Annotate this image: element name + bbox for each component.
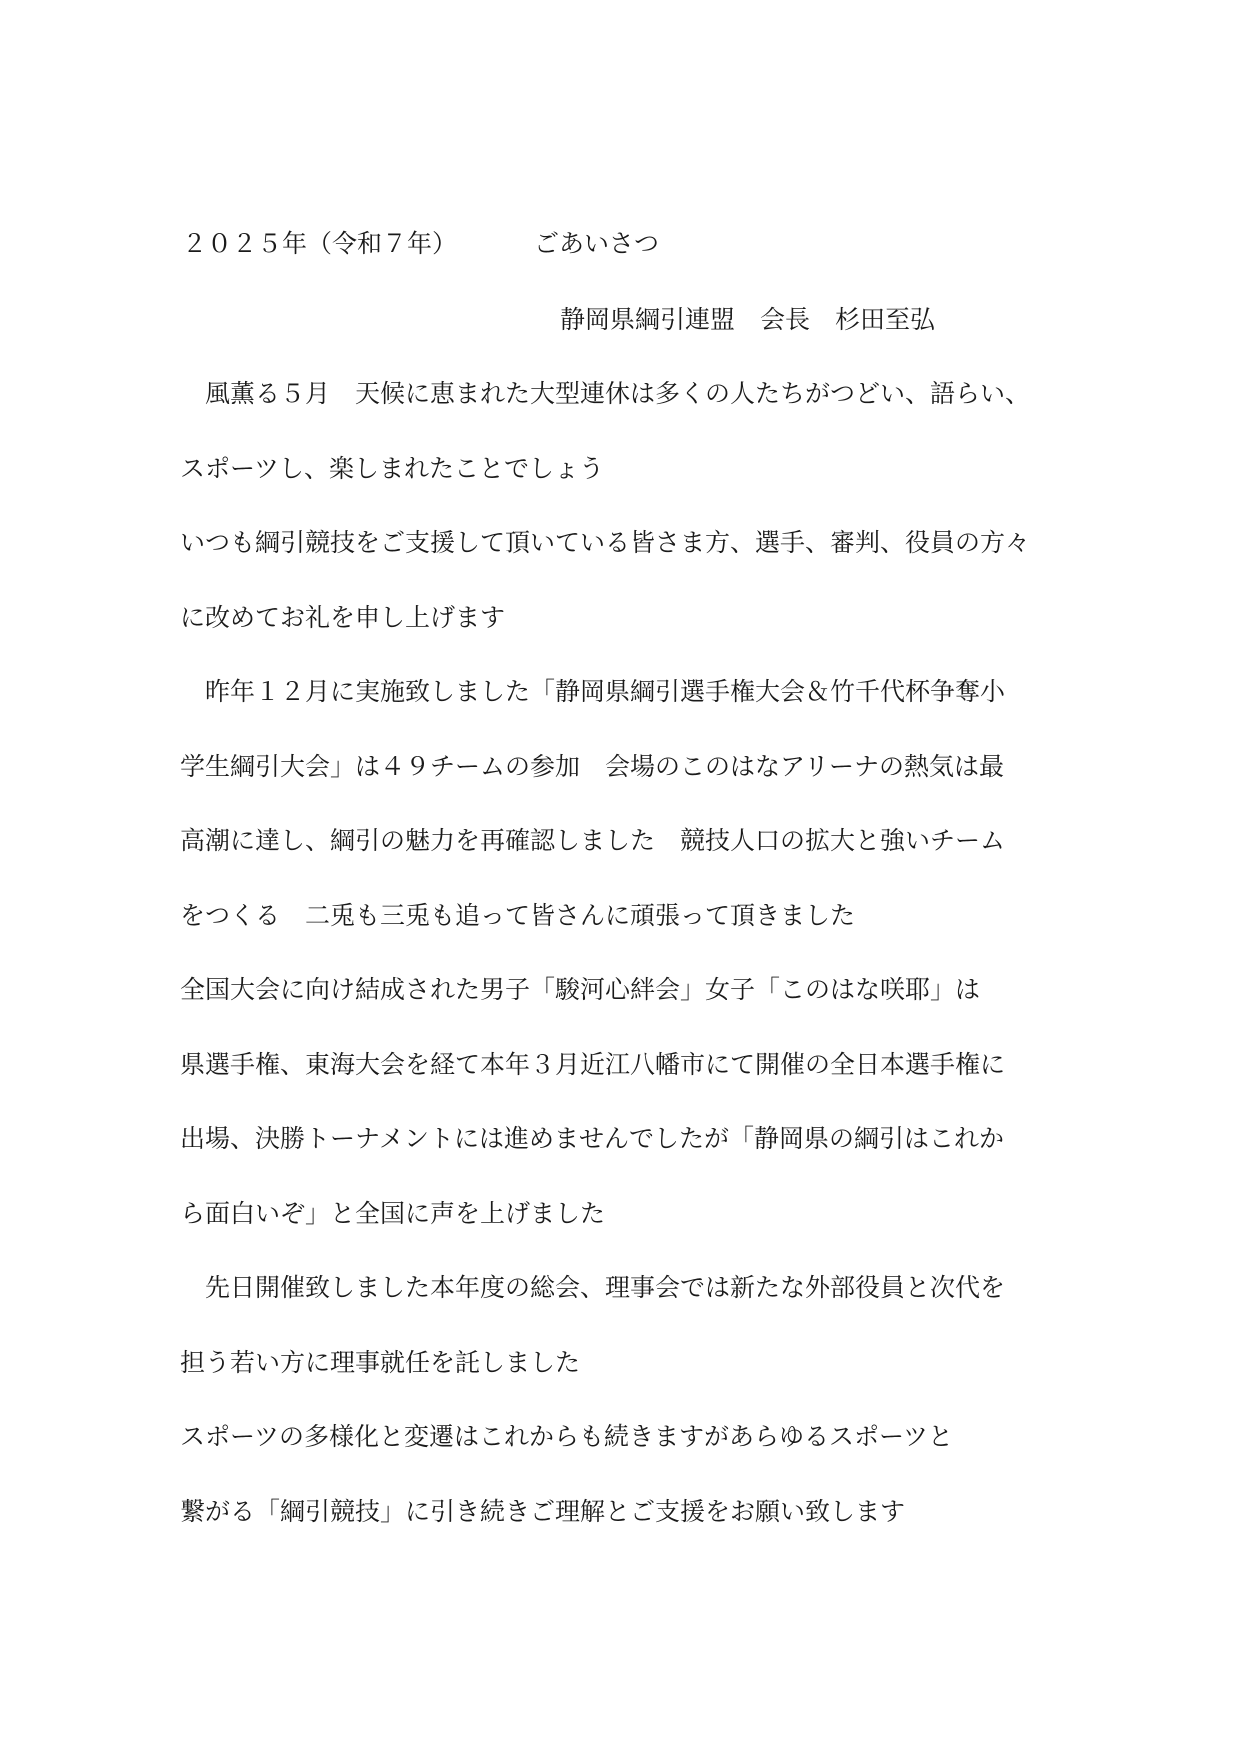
heading-row — [182, 224, 659, 264]
body-line: 県選手権、東海大会を経て本年３月近江八幡市にて開催の全日本選手権に — [180, 1049, 1006, 1079]
body-line: いつも綱引競技をご支援して頂いている皆さま方、選手、審判、役員の方々 — [180, 528, 1031, 557]
body-line: 先日開催致しました本年度の総会、理事会では新たな外部役員と次代を — [180, 1273, 1006, 1302]
body-line: 高潮に達し、綱引の魅力を再確認しました 競技人口の拡大と強いチーム — [180, 826, 1006, 855]
body-line: 出場、決勝トーナメントには進めませんでしたが「静岡県の綱引はこれか — [180, 1124, 1005, 1153]
body-line: 担う若い方に理事就任を託しました — [180, 1347, 581, 1377]
body-line: 風薫る５月 天候に恵まれた大型連休は多くの人たちがつどい、語らい、 — [180, 379, 1031, 408]
body-line: スポーツの多様化と変遷はこれからも続きますがあらゆるスポーツと — [180, 1422, 954, 1451]
page-title: ごあいさつ — [534, 229, 660, 258]
body-line: 学生綱引大会」は４９チームの参加 会場のこのはなアリーナの熱気は最 — [180, 751, 1005, 781]
body-line: 全国大会に向け結成された男子「駿河心絆会」女子「このはな咲耶」は — [180, 975, 981, 1004]
body-line: ら面白いぞ」と全国に声を上げました — [180, 1198, 606, 1228]
signature-line: 静岡県綱引連盟 会長 杉田至弘 — [560, 305, 936, 334]
letter-body — [180, 374, 1080, 1566]
body-line: 繋がる「綱引競技」に引き続きご理解とご支援をお願い致します — [180, 1496, 906, 1526]
body-line: 昨年１２月に実施致しました「静岡県綱引選手権大会＆竹千代杯争奪小 — [180, 677, 1006, 706]
year-label: ２０２５年（令和７年） — [182, 229, 458, 258]
body-line: スポーツし、楽しまれたことでしょう — [180, 453, 605, 483]
body-line: に改めてお礼を申し上げます — [180, 602, 506, 632]
body-line: をつくる 二兎も三兎も追って皆さんに頑張って頂きました — [180, 900, 856, 930]
